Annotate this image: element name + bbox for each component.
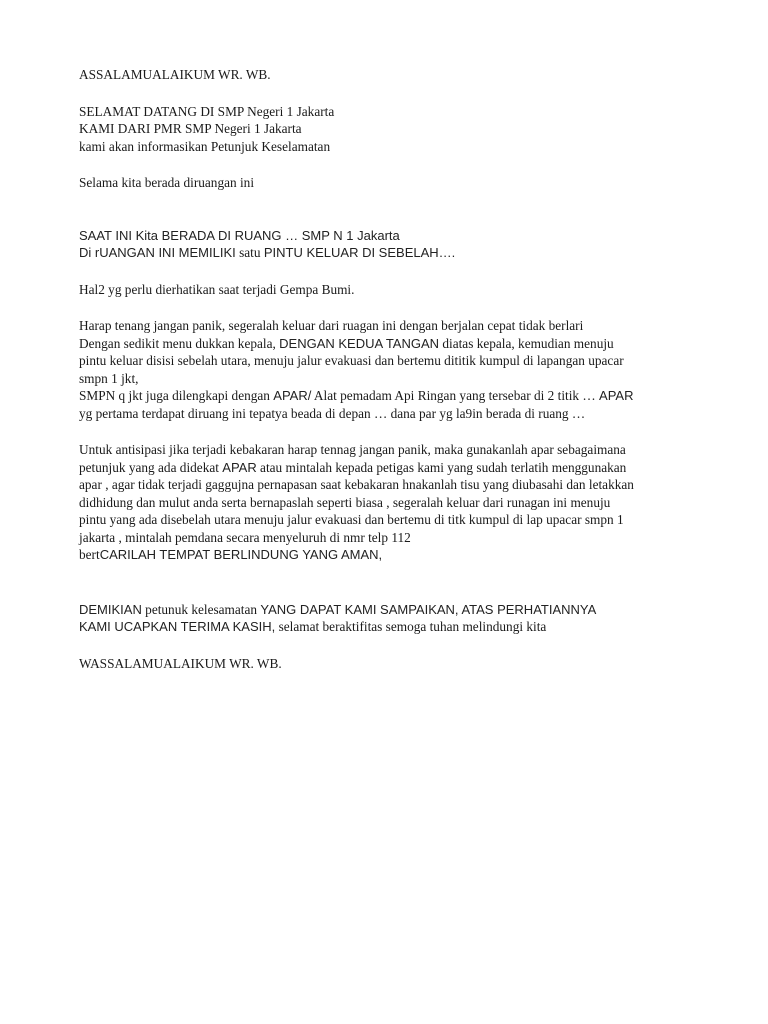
fire-line-7-a: bert — [79, 547, 100, 562]
fire-line-2-c: atau mintalah kepada petigas kami yang sudah terlatih menggunakan — [256, 459, 627, 475]
earthquake-line-5-a: SMPN q jkt juga dilengkapi dengan — [79, 388, 274, 403]
fire-line-2 — [79, 459, 719, 477]
closing-line-1 — [79, 601, 719, 619]
location-line-1 — [79, 227, 719, 245]
earthquake-line-3: pintu keluar disisi sebelah utara, menuju jalur evakuasi dan bertemu dititik kumpul di lapangan upacar — [79, 353, 624, 368]
spacer — [79, 636, 719, 655]
earthquake-title: Hal2 yg perlu dierhatikan saat terjadi Gempa Bumi. — [79, 281, 355, 297]
spacer — [79, 192, 719, 227]
closing-line-2-b: selamat beraktifitas semoga tuhan melindungi kita — [275, 619, 547, 634]
earthquake-line-5-d: APAR — [599, 388, 634, 403]
earthquake-line-2-a: Dengan sedikit menu dukkan kepala, — [79, 335, 280, 351]
fire-line-2-a: petunjuk yang ada didekat — [79, 459, 223, 475]
fire-line-3: apar , agar tidak terjadi gaggujna pernapasan saat kebakaran hnakanlah tisu yang diubasahi dan letakkan — [79, 477, 634, 492]
spacer — [79, 422, 719, 441]
spacer — [79, 298, 719, 317]
welcome-line-3: kami akan informasikan Petunjuk Keselamatan — [79, 138, 331, 154]
fire-line-1: Untuk antisipasi jika terjadi kebakaran harap tennag jangan panik, maka gunakanlah apar sebagaimana — [79, 442, 626, 457]
welcome-line-1: SELAMAT DATANG DI SMP Negeri 1 Jakarta — [79, 103, 335, 119]
fire-line-2-b: APAR — [222, 459, 257, 475]
earthquake-line-2-c: diatas kepala, kemudian menuju — [439, 335, 614, 351]
while-here-line: Selama kita berada diruangan ini — [79, 175, 255, 190]
earthquake-line-5-c: Alat pemadam Api Ringan yang tersebar di 2 titik … — [311, 388, 600, 403]
closing-line-2-a: KAMI UCAPKAN TERIMA KASIH, — [79, 619, 276, 634]
spacer — [79, 564, 719, 601]
fire-line-4: didhidung dan mulut anda serta bernapaslah seperti biasa , segeralah keluar dari runagan ini menuju — [79, 494, 611, 510]
spacer — [79, 262, 719, 281]
earthquake-line-1: Harap tenang jangan panik, segeralah keluar dari ruagan ini dengan berjalan cepat tidak berlari — [79, 318, 584, 333]
location-line-2-a: Di rUANGAN INI MEMILIKI — [79, 245, 236, 260]
closing-line-2 — [79, 618, 719, 636]
greeting-line: ASSALAMUALAIKUM WR. WB. — [79, 67, 271, 82]
fire-line-5: pintu yang ada disebelah utara menuju jalur evakuasi dan bertemu di titk kumpul di lap upacar smpn 1 — [79, 512, 624, 527]
location-line-1-text: SAAT INI Kita BERADA DI RUANG … SMP N 1 Jakarta — [79, 227, 400, 243]
earthquake-line-6: yg pertama terdapat diruang ini tepatya beada di depan … dana par yg la9in berada di ruang … — [79, 405, 586, 421]
closing-line-1-b: petunuk kelesamatan — [141, 601, 261, 617]
welcome-line-2: KAMI DARI PMR SMP Negeri 1 Jakarta — [79, 121, 302, 136]
earthquake-line-5-b: APAR/ — [273, 388, 312, 403]
closing-line-1-c: YANG DAPAT KAMI SAMPAIKAN, ATAS PERHATIANNYA — [260, 601, 597, 617]
farewell-line: WASSALAMUALAIKUM WR. WB. — [79, 655, 282, 671]
earthquake-line-2 — [79, 335, 719, 353]
fire-line-6: jakarta , mintalah pemdana secara menyeluruh di nmr telp 112 — [79, 529, 411, 545]
spacer — [79, 155, 719, 174]
earthquake-line-5 — [79, 387, 719, 405]
closing-line-1-a: DEMIKIAN — [79, 601, 142, 617]
earthquake-line-2-b: DENGAN KEDUA TANGAN — [279, 335, 440, 351]
spacer — [79, 84, 719, 103]
document-body — [79, 66, 719, 672]
fire-line-7 — [79, 546, 719, 564]
location-line-2-b: satu — [235, 245, 264, 260]
location-line-2 — [79, 244, 719, 262]
fire-line-7-b: CARILAH TEMPAT BERLINDUNG YANG AMAN, — [99, 547, 383, 562]
location-line-2-c: PINTU KELUAR DI SEBELAH…. — [263, 245, 456, 260]
earthquake-line-4: smpn 1 jkt, — [79, 370, 139, 386]
